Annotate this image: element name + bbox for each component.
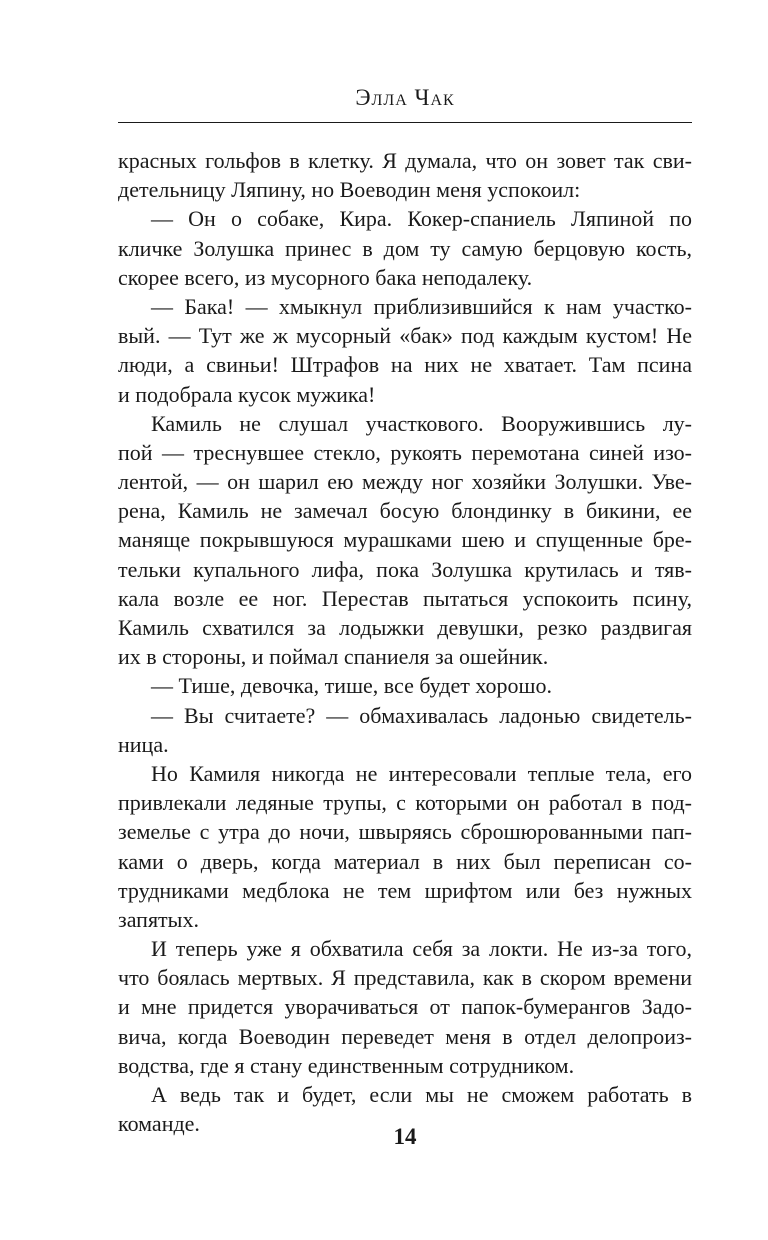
text-line: водства, где я стану единственным сотрудником. xyxy=(118,1052,575,1078)
author-name: Элла Чак xyxy=(355,85,455,110)
text-line: вича, когда Воеводин переведет меня в отдел делопроиз- xyxy=(118,1023,692,1049)
text-line: скорее всего, из мусорного бака неподалеку. xyxy=(118,264,533,290)
text-line: пой — треснувшее стекло, рукоять перемотана синей изо- xyxy=(118,439,692,465)
text-line: — Он о собаке, Кира. Кокер-спаниель Ляпиной по xyxy=(151,206,692,232)
text-line: земелье с утра до ночи, швыряясь сброшюрованными пап- xyxy=(118,819,692,845)
text-line: и мне придется уворачиваться от папок-бумерангов Задо- xyxy=(118,994,692,1020)
text-line: маняще покрывшуюся мурашками шею и спущенные бре- xyxy=(118,527,692,553)
text-line: люди, а свиньи! Штрафов на них не хватает. Там псина xyxy=(118,352,692,378)
text-line: Камиль схватился за лодыжки девушки, резко раздвигая xyxy=(118,615,692,640)
text-line: их в стороны, и поймал спаниеля за ошейник. xyxy=(118,644,549,670)
text-line: ками о дверь, когда материал в них был переписан со- xyxy=(118,848,692,874)
text-line: и подобрала кусок мужика! xyxy=(118,381,376,407)
text-line: — Бака! — хмыкнул приблизившийся к нам участко- xyxy=(151,293,692,319)
text-line: что боялась мертвых. Я представила, как в скором времени xyxy=(118,965,692,991)
text-line: привлекали ледяные трупы, с которыми он работал в под- xyxy=(118,790,692,816)
header-rule xyxy=(118,122,692,123)
text-line: трудниками медблока не тем шрифтом или без нужных xyxy=(118,877,692,903)
running-header xyxy=(118,84,692,112)
text-line: Но Камиля никогда не интересовали теплые тела, его xyxy=(151,760,692,786)
text-line: кличке Золушка принес в дом ту самую берцовую кость, xyxy=(118,235,692,261)
text-line: ница. xyxy=(118,731,169,757)
text-line: — Тише, девочка, тише, все будет хорошо. xyxy=(151,673,552,699)
text-line: Камиль не слушал участкового. Вооружившись лу- xyxy=(151,410,692,436)
text-line: вый. — Тут же ж мусорный «бак» под каждым кустом! Не xyxy=(118,323,692,349)
text-line: И теперь уже я обхватила себя за локти. Не из-за того, xyxy=(151,936,692,962)
text-line: А ведь так и будет, если мы не сможем работать в xyxy=(151,1082,692,1107)
page-number: 14 xyxy=(393,1124,417,1149)
text-line: запятых. xyxy=(118,906,199,932)
text-line: кала возле ее ног. Перестав пытаться успокоить псину, xyxy=(118,585,692,611)
text-line: — Вы считаете? — обмахивалась ладонью свидетель- xyxy=(151,702,692,728)
text-line: тельки купального лифа, пока Золушка крутилась и тяв- xyxy=(118,556,692,582)
text-line: лентой, — он шарил ею между ног хозяйки Золушки. Уве- xyxy=(118,469,692,495)
text-line: рена, Камиль не замечал босую блондинку в бикини, ее xyxy=(118,498,692,524)
text-line: команде. xyxy=(118,1111,200,1137)
text-line: красных гольфов в клетку. Я думала, что он зовет так сви- xyxy=(118,148,692,173)
text-line: детельницу Ляпину, но Воеводин меня успокоил: xyxy=(118,177,581,203)
body-text xyxy=(118,146,692,1138)
